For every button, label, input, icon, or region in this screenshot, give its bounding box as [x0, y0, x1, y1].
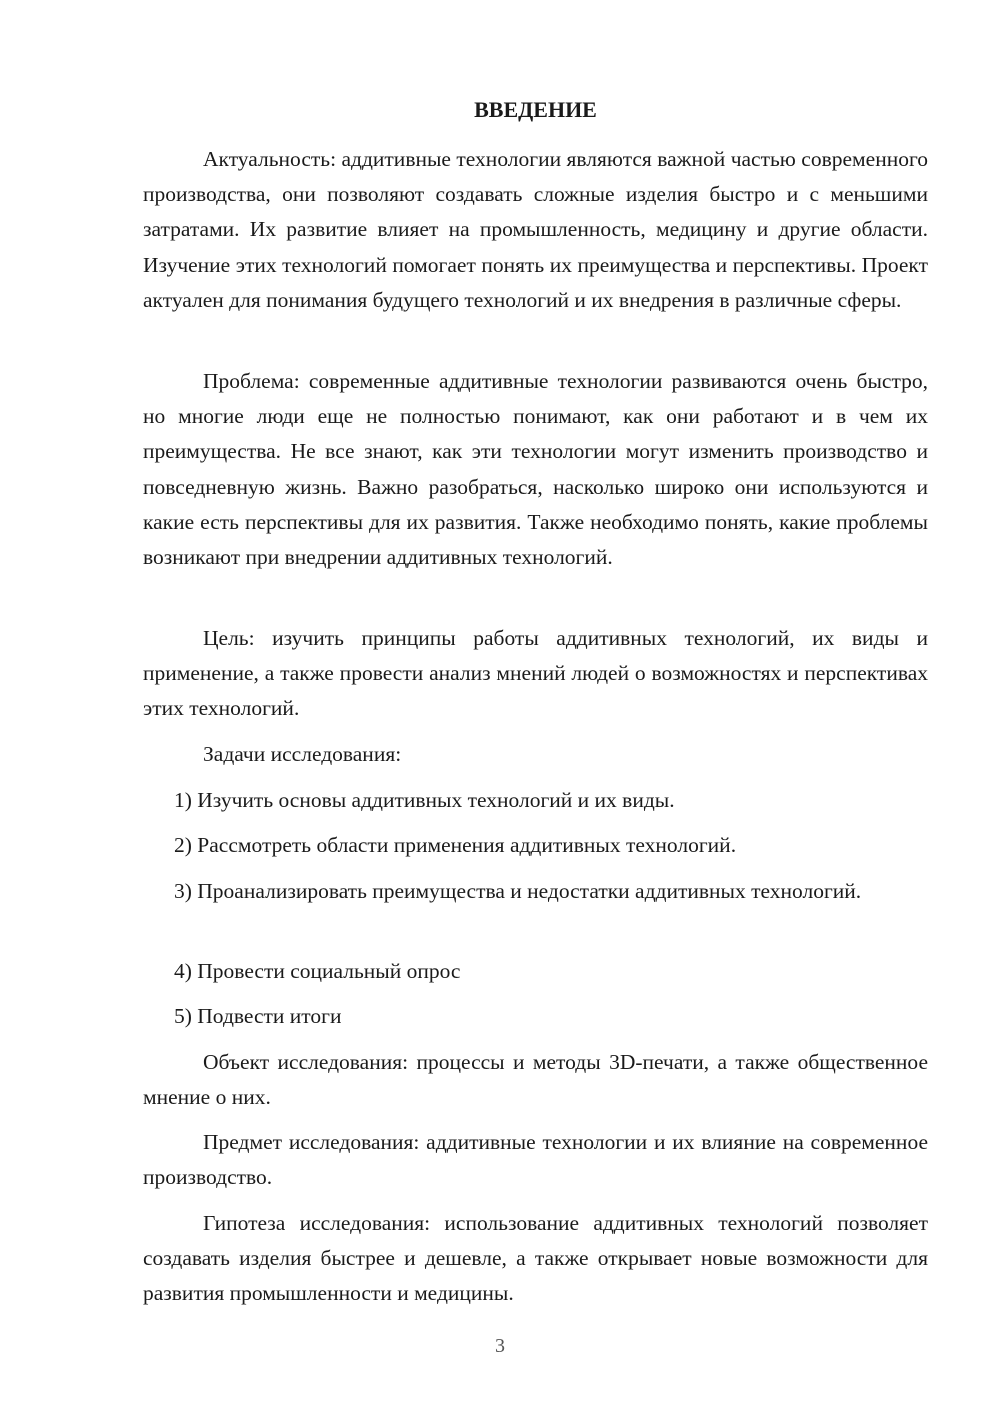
hypothesis-paragraph: Гипотеза исследования: использование аддитивных технологий позволяет создавать изделия быстрее и дешевле, а также открывает новые возможности для развития промышленности и медицины. [143, 1211, 928, 1306]
page-title: ВВЕДЕНИЕ [474, 97, 597, 122]
goal-paragraph: Цель: изучить принципы работы аддитивных технологий, их виды и применение, а также провести анализ мнений людей о возможностях и перспективах этих технологий. [143, 626, 928, 721]
task-item-1: 1) Изучить основы аддитивных технологий и их виды. [174, 788, 675, 812]
object-paragraph: Объект исследования: процессы и методы 3D-печати, а также общественное мнение о них. [143, 1050, 928, 1110]
page-number: 3 [495, 1335, 505, 1357]
task-item-4: 4) Провести социальный опрос [174, 959, 461, 983]
subject-paragraph: Предмет исследования: аддитивные технологии и их влияние на современное производство. [143, 1130, 928, 1190]
task-item-5: 5) Подвести итоги [174, 1004, 342, 1028]
task-item-3: 3) Проанализировать преимущества и недостатки аддитивных технологий. [174, 879, 862, 903]
relevance-paragraph: Актуальность: аддитивные технологии являются важной частью современного производства, они позволяют создавать сложные изделия быстро и с меньшими затратами. Их развитие влияет на промышленность, медицину и другие области. Изучение этих технологий помогает понять их преимущества и перспективы. Проект актуален для понимания будущего технологий и их внедрения в различные сферы. [143, 147, 928, 312]
tasks-heading: Задачи исследования: [203, 742, 402, 766]
problem-paragraph: Проблема: современные аддитивные технологии развиваются очень быстро, но многие люди еще не полностью понимают, как они работают и в чем их преимущества. Не все знают, как эти технологии могут изменить производство и повседневную жизнь. Важно разобраться, насколько широко они используются и какие есть перспективы для их развития. Также необходимо понять, какие проблемы возникают при внедрении аддитивных технологий. [143, 369, 928, 570]
task-item-2: 2) Рассмотреть области применения аддитивных технологий. [174, 833, 737, 857]
